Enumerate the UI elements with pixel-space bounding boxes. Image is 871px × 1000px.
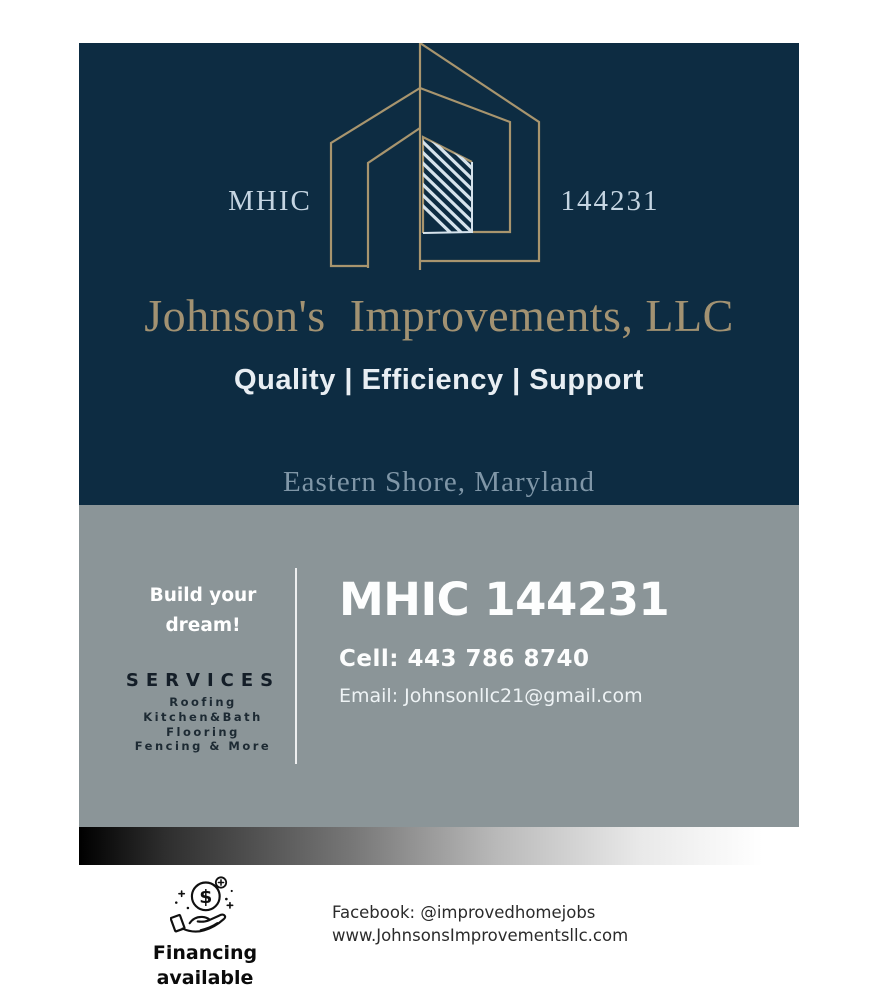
header-section (79, 43, 799, 505)
email-address: Email: Johnsonllc21@gmail.com (339, 685, 643, 707)
financing-line1: Financing (152, 942, 258, 964)
slogan-text: Build your dream! (149, 585, 257, 636)
gradient-divider-bar (79, 827, 799, 865)
services-list (103, 695, 303, 754)
website-url: www.JohnsonsImprovementsllc.com (332, 926, 629, 945)
license-number: MHIC 144231 (339, 573, 670, 626)
service-item: Flooring (166, 724, 240, 739)
tagline: Quality | Efficiency | Support (234, 364, 644, 396)
info-section (79, 505, 799, 827)
svg-text:$: $ (199, 887, 213, 909)
vertical-divider (295, 568, 297, 764)
service-item: Kitchen&Bath (143, 709, 263, 724)
house-logo-icon (319, 43, 549, 273)
financing-line2: available (156, 966, 254, 989)
service-item: Roofing (169, 695, 237, 709)
cell-phone: Cell: 443 786 8740 (339, 646, 590, 672)
financing-label (125, 941, 285, 990)
company-name: Johnson's Improvements, LLC (144, 290, 734, 341)
facebook-handle: Facebook: @improvedhomejobs (332, 903, 596, 922)
service-item: Fencing & More (134, 739, 272, 754)
services-heading: SERVICES (125, 670, 281, 691)
location-text: Eastern Shore, Maryland (282, 466, 596, 498)
logo-label-mhic: MHIC (228, 185, 312, 217)
logo-label-number: 144231 (560, 185, 660, 217)
financing-hand-coin-icon (170, 874, 238, 942)
flyer-card (79, 43, 799, 827)
contact-links (332, 901, 628, 947)
